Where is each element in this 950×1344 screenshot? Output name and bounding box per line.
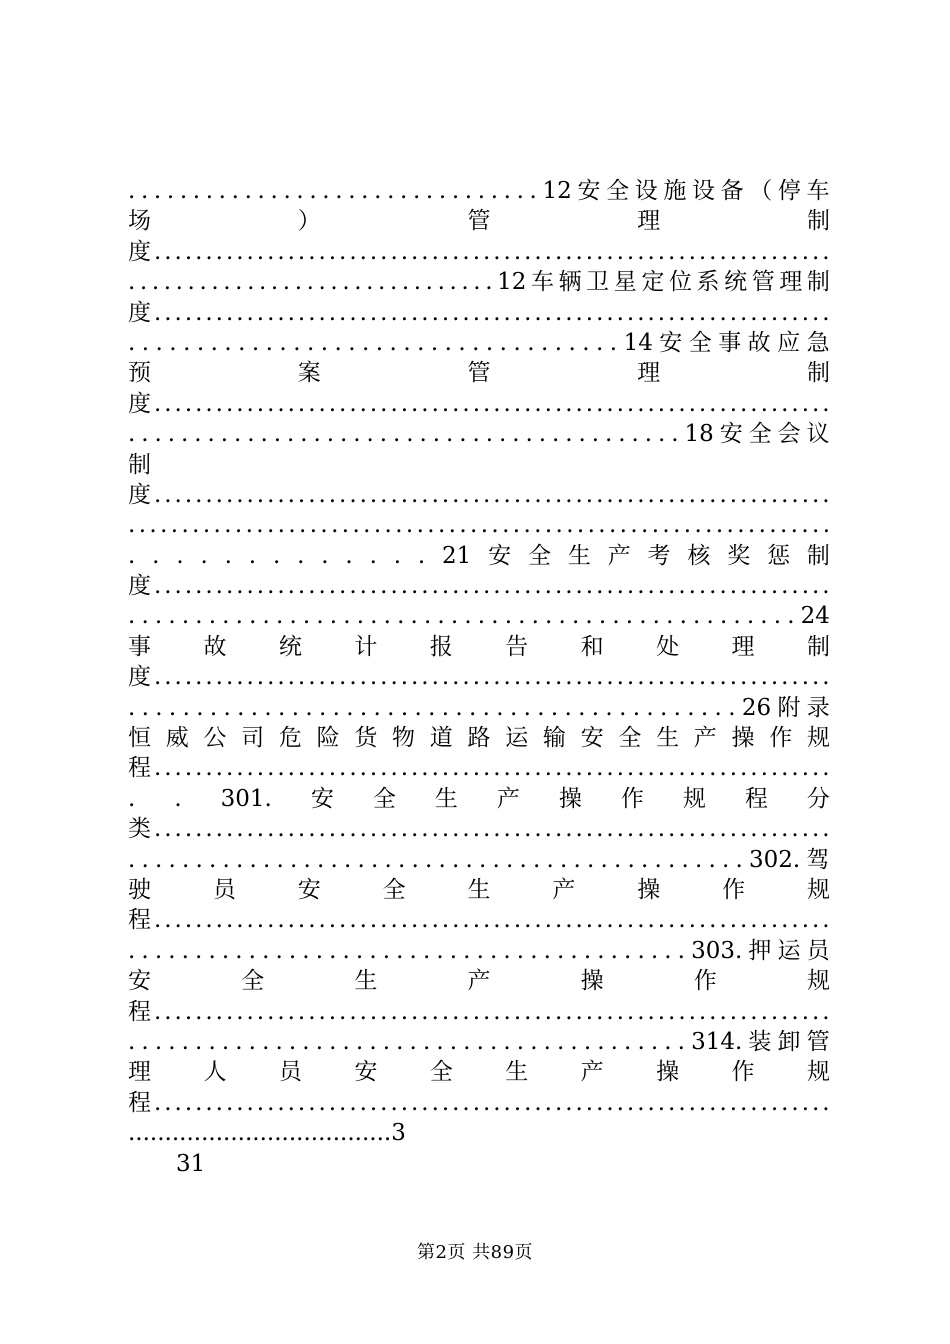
toc-line: 程 . . . . . . . . . . . . . . . . . . . . . . . . . . . . . . . . . . . . . . . . . . . . . . . . . . . . . . . . . . . . . . . . . . <box>128 1089 830 1116</box>
toc-line: . . . . . . . . . . . . . . . . . . . . . . . . . . . . . . . . . . . . . . . . . . 314. 装 卸 管 <box>128 1028 830 1055</box>
toc-line: 程 . . . . . . . . . . . . . . . . . . . . . . . . . . . . . . . . . . . . . . . . . . . . . . . . . . . . . . . . . . . . . . . . . . <box>128 755 830 782</box>
toc-line: . . . . . . . . . . . . . . . . . . . . . . . . . . . . . . . . . . . . . . . . . . . . . 26 附 录 <box>128 694 830 721</box>
page-footer: 第2页 共89页 <box>416 1242 534 1263</box>
toc-line: 程 . . . . . . . . . . . . . . . . . . . . . . . . . . . . . . . . . . . . . . . . . . . . . . . . . . . . . . . . . . . . . . . . . . <box>128 998 830 1025</box>
toc-line: . . . . . . . . . . . . . . . . . . . . . . . . . . . . . . . . . . . . . . . . . . . . . . . . . . . . . . . . . . . . . . . . . . <box>128 512 830 539</box>
toc-line: 度 . . . . . . . . . . . . . . . . . . . . . . . . . . . . . . . . . . . . . . . . . . . . . . . . . . . . . . . . . . . . . . . . . . <box>128 481 830 508</box>
toc-line: . . . . . . . . . . . . . . . . . . . . . . . . . . . . . . . 12 车 辆 卫 星 定 位 系 统 管 理 制 <box>128 269 830 296</box>
toc-line: 类 . . . . . . . . . . . . . . . . . . . . . . . . . . . . . . . . . . . . . . . . . . . . . . . . . . . . . . . . . . . . . . . . . . <box>128 816 830 843</box>
toc-line: 度 . . . . . . . . . . . . . . . . . . . . . . . . . . . . . . . . . . . . . . . . . . . . . . . . . . . . . . . . . . . . . . . . . . <box>128 299 830 326</box>
toc-line: 度 . . . . . . . . . . . . . . . . . . . . . . . . . . . . . . . . . . . . . . . . . . . . . . . . . . . . . . . . . . . . . . . . . . <box>128 573 830 600</box>
toc-line: 程 . . . . . . . . . . . . . . . . . . . . . . . . . . . . . . . . . . . . . . . . . . . . . . . . . . . . . . . . . . . . . . . . . . <box>128 907 830 934</box>
toc-line: . . . . . . . . . . . . . . . . . . . . . . . . . . . . . . . . . . . . . . . . . . 18 安 全 会 议 <box>128 421 830 448</box>
toc-line: . . . . . . . . . . . . . . . . . . . . . . . . . . . . . . . . . . . . . . . . . . 303. 押 运 员 <box>128 937 830 964</box>
toc-line: . . . . . . . . . . . . . . . . . . . . . . . . . . . . . . . . 12 安 全 设 施 设 备 （ 停 车 <box>128 178 830 204</box>
toc-line: 预 案 管 理 制 <box>128 360 830 387</box>
toc-line: . . . . . . . . . . . . . 21 安 全 生 产 考 核 奖 惩 制 <box>128 542 830 569</box>
toc-line: 31 <box>176 1150 206 1177</box>
toc-line: 场 ） 管 理 制 <box>128 208 830 235</box>
toc-line: 恒 威 公 司 危 险 货 物 道 路 运 输 安 全 生 产 操 作 规 <box>128 725 830 752</box>
toc-line: 制 <box>128 451 151 478</box>
toc-line: 理 人 员 安 全 生 产 操 作 规 <box>128 1059 830 1086</box>
toc-line: . . . . . . . . . . . . . . . . . . . . . . . . . . . . . . . . . . . . . . . . . . . . . . 302. 驾 <box>128 846 830 873</box>
toc-line: 事 故 统 计 报 告 和 处 理 制 <box>128 633 830 660</box>
toc-line: 度 . . . . . . . . . . . . . . . . . . . . . . . . . . . . . . . . . . . . . . . . . . . . . . . . . . . . . . . . . . . . . . . . . . <box>128 390 830 417</box>
toc-line: . . . . . . . . . . . . . . . . . . . . . . . . . . . . . . . . . . . . . . . . . . . . . . . . . . 24 <box>128 603 830 630</box>
toc-line: ....................................3 <box>128 1120 406 1147</box>
toc-line: . . 301. 安 全 生 产 操 作 规 程 分 <box>128 785 830 812</box>
toc-line: 度 . . . . . . . . . . . . . . . . . . . . . . . . . . . . . . . . . . . . . . . . . . . . . . . . . . . . . . . . . . . . . . . . . . <box>128 664 830 691</box>
table-of-contents <box>128 176 830 1179</box>
toc-line: 安 全 生 产 操 作 规 <box>128 968 830 995</box>
toc-line: 度 . . . . . . . . . . . . . . . . . . . . . . . . . . . . . . . . . . . . . . . . . . . . . . . . . . . . . . . . . . . . . . . . . . <box>128 238 830 265</box>
toc-line: 驶 员 安 全 生 产 操 作 规 <box>128 876 830 903</box>
toc-line: . . . . . . . . . . . . . . . . . . . . . . . . . . . . . . . . . . . . 14 安 全 事 故 应 急 <box>128 329 830 356</box>
